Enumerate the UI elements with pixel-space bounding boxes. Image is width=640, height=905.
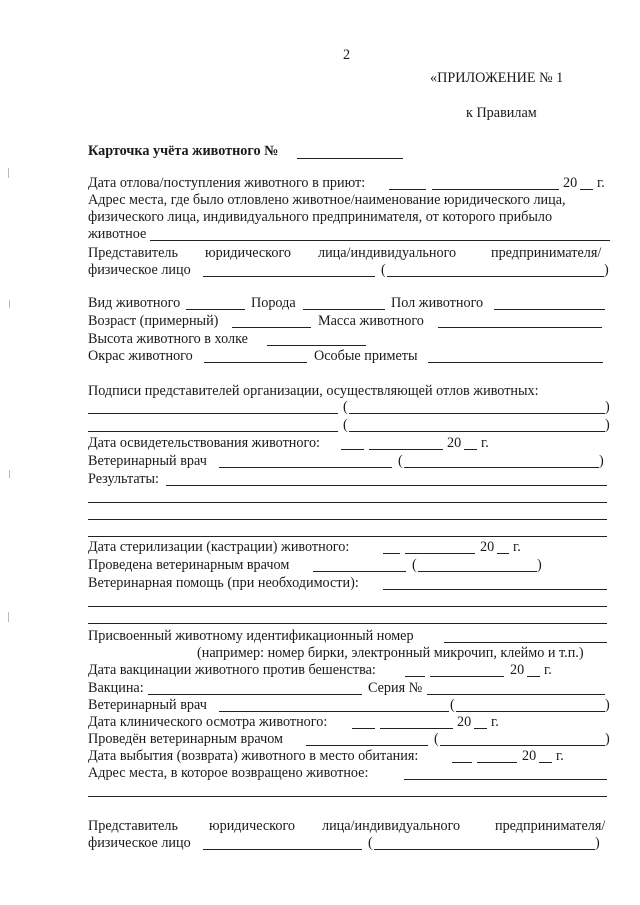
rep-signature-field[interactable] — [203, 276, 375, 277]
height-field[interactable] — [267, 345, 366, 346]
series-field[interactable] — [427, 694, 605, 695]
clinical-year-field[interactable] — [474, 728, 487, 729]
release-address-label: Адрес места, в которое возвращено животное: — [88, 765, 369, 781]
exam-day-field[interactable] — [341, 449, 364, 450]
id-number-field[interactable] — [444, 642, 607, 643]
appendix-title: «ПРИЛОЖЕНИЕ № 1 — [430, 70, 564, 86]
results-field-1[interactable] — [166, 485, 607, 486]
vaccination-year-field[interactable] — [527, 676, 540, 677]
sterilization-vet-signature-field[interactable] — [313, 571, 406, 572]
exam-year-field[interactable] — [464, 449, 477, 450]
scan-artifact — [8, 168, 9, 178]
year-prefix: 20 — [447, 435, 462, 451]
exam-vet-label: Ветеринарный врач — [88, 453, 207, 469]
sex-field[interactable] — [494, 309, 605, 310]
rep-word-4: предпринимателя/ — [491, 245, 602, 261]
capture-year-field[interactable] — [580, 189, 593, 190]
id-number-label: Присвоенный животному идентификационный номер — [88, 628, 414, 644]
vaccination-day-field[interactable] — [405, 676, 425, 677]
vaccination-vet-signature-field[interactable] — [219, 711, 449, 712]
vet-help-label: Ветеринарная помощь (при необходимости): — [88, 575, 359, 591]
signature-2-name-field[interactable] — [349, 431, 605, 432]
paren-close: ) — [599, 453, 604, 469]
exam-vet-signature-field[interactable] — [219, 467, 392, 468]
signature-2-field[interactable] — [88, 431, 338, 432]
signatures-label: Подписи представителей организации, осуществляющей отлов животных: — [88, 383, 539, 399]
release-address-field-2[interactable] — [88, 796, 607, 797]
sterilization-vet-name-field[interactable] — [418, 571, 537, 572]
year-prefix: 20 — [480, 539, 495, 555]
release-month-field[interactable] — [477, 762, 517, 763]
sex-label: Пол животного — [391, 295, 484, 311]
footer-rep-word-1: Представитель — [88, 818, 178, 834]
vet-help-field-2[interactable] — [88, 606, 607, 607]
release-address-field-1[interactable] — [404, 779, 607, 780]
rep-word-2: юридического — [205, 245, 292, 261]
color-field[interactable] — [204, 362, 307, 363]
paren-close: ) — [605, 697, 610, 713]
clinical-day-field[interactable] — [352, 728, 375, 729]
release-year-field[interactable] — [539, 762, 552, 763]
clinical-vet-name-field[interactable] — [440, 745, 605, 746]
capture-date-label: Дата отлова/поступления животного в приют: — [88, 175, 366, 191]
year-suffix: г. — [556, 748, 564, 764]
paren-close: ) — [605, 731, 610, 747]
vaccination-vet-label: Ветеринарный врач — [88, 697, 207, 713]
rep-word-3: лица/индивидуального — [318, 245, 457, 261]
card-title: Карточка учёта животного № — [88, 143, 279, 159]
year-suffix: г. — [513, 539, 521, 555]
release-date-label: Дата выбытия (возврата) животного в место обитания: — [88, 748, 419, 764]
height-label: Высота животного в холке — [88, 331, 248, 347]
rep-name-field[interactable] — [387, 276, 604, 277]
paren-close: ) — [605, 399, 610, 415]
paren-close: ) — [605, 417, 610, 433]
rep-line-2: физическое лицо — [88, 262, 191, 278]
clinical-vet-label: Проведён ветеринарным врачом — [88, 731, 284, 747]
sterilization-vet-label: Проведена ветеринарным врачом — [88, 557, 290, 573]
footer-rep-word-4: предпринимателя/ — [495, 818, 606, 834]
sterilization-day-field[interactable] — [383, 553, 400, 554]
exam-vet-name-field[interactable] — [404, 467, 599, 468]
footer-rep-signature-field[interactable] — [203, 849, 362, 850]
paren-open: ( — [368, 835, 373, 851]
signature-1-name-field[interactable] — [349, 413, 605, 414]
results-field-3[interactable] — [88, 519, 607, 520]
clinical-month-field[interactable] — [380, 728, 453, 729]
footer-rep-word-3: лица/индивидуального — [322, 818, 461, 834]
paren-open: ( — [412, 557, 417, 573]
weight-label: Масса животного — [318, 313, 424, 329]
series-label: Серия № — [368, 680, 423, 696]
age-field[interactable] — [232, 327, 311, 328]
paren-close: ) — [604, 262, 609, 278]
year-suffix: г. — [491, 714, 499, 730]
results-field-4[interactable] — [88, 536, 607, 537]
breed-label: Порода — [251, 295, 296, 311]
vet-help-field-1[interactable] — [383, 589, 607, 590]
paren-open: ( — [398, 453, 403, 469]
clinical-exam-date-label: Дата клинического осмотра животного: — [88, 714, 328, 730]
marks-field[interactable] — [428, 362, 603, 363]
page-number: 2 — [343, 47, 351, 63]
paren-open: ( — [343, 417, 348, 433]
vaccine-label: Вакцина: — [88, 680, 144, 696]
year-suffix: г. — [544, 662, 552, 678]
capture-day-field[interactable] — [389, 189, 426, 190]
year-prefix: 20 — [457, 714, 472, 730]
id-number-example: (например: номер бирки, электронный микрочип, клеймо и т.п.) — [197, 645, 584, 661]
scan-artifact — [8, 612, 9, 622]
species-field[interactable] — [186, 309, 245, 310]
sterilization-date-label: Дата стерилизации (кастрации) животного: — [88, 539, 350, 555]
breed-field[interactable] — [303, 309, 385, 310]
address-line-2: физического лица, индивидуального предпринимателя, от которого прибыло — [88, 209, 553, 225]
to-rules-label: к Правилам — [466, 105, 537, 121]
paren-close: ) — [595, 835, 600, 851]
footer-rep-word-2: юридического — [209, 818, 296, 834]
species-label: Вид животного — [88, 295, 181, 311]
release-day-field[interactable] — [452, 762, 472, 763]
year-suffix: г. — [481, 435, 489, 451]
paren-open: ( — [450, 697, 455, 713]
marks-label: Особые приметы — [314, 348, 418, 364]
address-line-3: животное — [88, 226, 147, 242]
exam-month-field[interactable] — [369, 449, 443, 450]
address-field[interactable] — [150, 240, 610, 241]
results-label: Результаты: — [88, 471, 159, 487]
paren-close: ) — [537, 557, 542, 573]
results-field-2[interactable] — [88, 502, 607, 503]
scan-artifact — [9, 470, 10, 478]
year-prefix: 20 — [522, 748, 537, 764]
signature-1-field[interactable] — [88, 413, 338, 414]
vet-help-field-3[interactable] — [88, 623, 607, 624]
sterilization-year-field[interactable] — [497, 553, 509, 554]
vaccine-field[interactable] — [148, 694, 362, 695]
year-prefix: 20 — [510, 662, 525, 678]
paren-open: ( — [434, 731, 439, 747]
footer-rep-name-field[interactable] — [374, 849, 595, 850]
year-prefix: 20 — [563, 175, 578, 191]
clinical-vet-signature-field[interactable] — [306, 745, 428, 746]
year-suffix: г. — [597, 175, 605, 191]
sterilization-month-field[interactable] — [405, 553, 475, 554]
weight-field[interactable] — [438, 327, 602, 328]
scan-artifact — [9, 300, 10, 308]
footer-rep-line-2: физическое лицо — [88, 835, 191, 851]
vaccination-date-label: Дата вакцинации животного против бешенства: — [88, 662, 376, 678]
paren-open: ( — [381, 262, 386, 278]
vaccination-vet-name-field[interactable] — [456, 711, 605, 712]
card-number-field[interactable] — [297, 158, 403, 159]
exam-date-label: Дата освидетельствования животного: — [88, 435, 320, 451]
vaccination-month-field[interactable] — [430, 676, 504, 677]
rep-word-1: Представитель — [88, 245, 178, 261]
color-label: Окрас животного — [88, 348, 193, 364]
paren-open: ( — [343, 399, 348, 415]
address-line-1: Адрес места, где было отловлено животное/наименование юридического лица, — [88, 192, 566, 208]
age-label: Возраст (примерный) — [88, 313, 219, 329]
capture-month-field[interactable] — [432, 189, 559, 190]
